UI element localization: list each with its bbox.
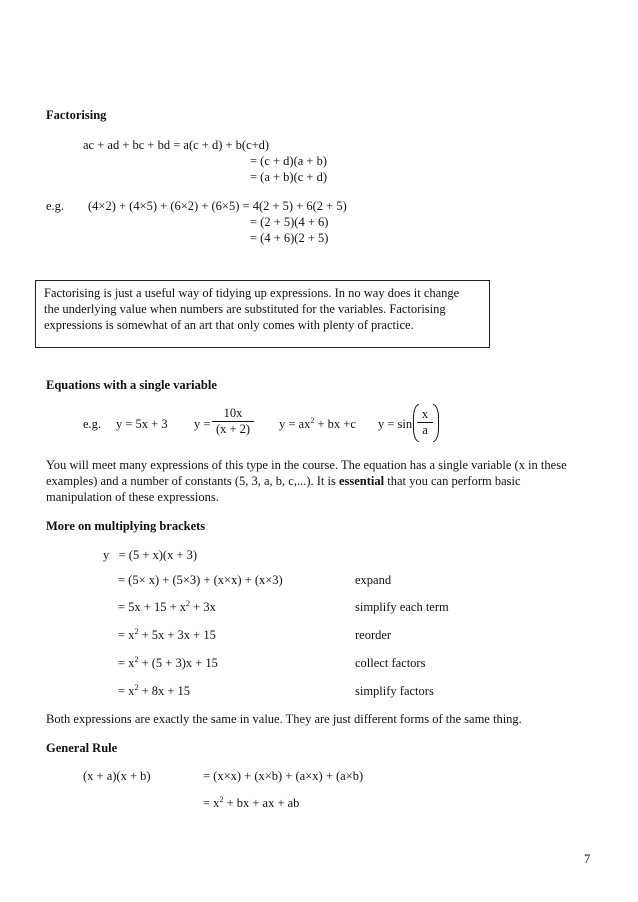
step-part-a: = (5× x) + (5×3) + (x×x) + (x×3)	[118, 573, 283, 587]
right-bracket	[433, 404, 439, 442]
general-rule-rhs-2	[203, 795, 299, 811]
step-expression	[118, 655, 218, 671]
section-heading-multiplying: More on multiplying brackets	[46, 519, 206, 533]
page-number: 7	[584, 852, 591, 866]
step-part-b: + (5 + 3)x + 15	[138, 656, 218, 670]
step-note: expand	[355, 573, 392, 587]
factorising-line-1: ac + ad + bc + bd = a(c + d) + b(c+d)	[83, 138, 270, 152]
sine-numerator: x	[417, 407, 433, 423]
equations-paragraph-line-1: You will meet many expressions of this type in the course. The equation has a single variable (x in these	[46, 458, 567, 472]
step-part-a: = x	[118, 628, 135, 642]
step-expression	[118, 627, 216, 643]
step-part-b: + 5x + 3x + 15	[138, 628, 216, 642]
step-exponent: 2	[134, 627, 139, 636]
step-exponent: 2	[186, 599, 191, 608]
equation-linear: y = 5x + 3	[116, 417, 168, 431]
note-line-1: Factorising is just a useful way of tidying up expressions. In no way does it change	[44, 286, 460, 300]
multiplying-conclusion: Both expressions are exactly the same in value. They are just different forms of the same thing.	[46, 712, 522, 726]
step-note: collect factors	[355, 656, 426, 670]
equation-sine-lhs: y = sin	[378, 417, 413, 431]
quadratic-part-a: y = ax	[279, 417, 311, 431]
step-expression	[118, 572, 283, 588]
step-note: simplify each term	[355, 600, 449, 614]
step-note: simplify factors	[355, 684, 434, 698]
step-part-a: = x	[118, 684, 135, 698]
equations-example-label: e.g.	[83, 417, 102, 431]
paragraph-emphasis: essential	[338, 474, 385, 488]
equation-quadratic	[279, 416, 356, 432]
note-box	[35, 280, 490, 348]
step-part-a: = 5x + 15 + x	[118, 600, 187, 614]
example-line-2: = (2 + 5)(4 + 6)	[250, 215, 329, 229]
sine-fraction	[417, 407, 433, 438]
section-heading-factorising: Factorising	[46, 108, 107, 122]
step-expression	[118, 599, 216, 615]
factorising-line-3: = (a + b)(c + d)	[250, 170, 328, 184]
example-line-1: (4×2) + (4×5) + (6×2) + (6×5) = 4(2 + 5) + 6(2 + 5)	[88, 199, 347, 213]
step-note: reorder	[355, 628, 392, 642]
step-exponent: 2	[134, 683, 139, 692]
example-line-3: = (4 + 6)(2 + 5)	[250, 231, 329, 245]
section-heading-equations: Equations with a single variable	[46, 378, 217, 392]
equations-paragraph-line-3: manipulation of these expressions.	[46, 490, 219, 504]
fraction-numerator: 10x	[212, 406, 254, 422]
example-label: e.g.	[46, 199, 65, 213]
quadratic-part-b: + bx +c	[314, 417, 356, 431]
step-expression	[118, 683, 190, 699]
paragraph-text: examples) and a number of constants (5, 3, a, b, c,...). It is	[46, 474, 339, 488]
general-rule-lhs: (x + a)(x + b)	[83, 769, 151, 783]
equation-fraction	[212, 406, 254, 437]
note-line-3: expressions is somewhat of an art that only comes with plenty of practice.	[44, 318, 414, 332]
general-rule-rhs-1: = (x×x) + (x×b) + (a×x) + (a×b)	[203, 769, 364, 783]
rhs-part-a: = x	[203, 796, 220, 810]
sine-denominator: a	[422, 423, 428, 437]
step-part-a: = x	[118, 656, 135, 670]
step-exponent: 2	[134, 655, 139, 664]
multiplying-start: y = (5 + x)(x + 3)	[103, 548, 198, 562]
factorising-line-2: = (c + d)(a + b)	[250, 154, 328, 168]
rhs-exponent: 2	[219, 795, 224, 804]
equations-paragraph-line-2	[46, 473, 521, 489]
step-part-b: + 3x	[190, 600, 216, 614]
fraction-denominator: (x + 2)	[215, 422, 251, 436]
section-heading-general-rule: General Rule	[46, 741, 118, 755]
rhs-part-b: + bx + ax + ab	[223, 796, 300, 810]
note-line-2: the underlying value when numbers are substituted for the variables. Factorising	[44, 302, 446, 316]
paragraph-text-end: that you can perform basic	[384, 474, 521, 488]
step-part-b: + 8x + 15	[138, 684, 191, 698]
quadratic-exponent: 2	[310, 416, 315, 425]
equation-fraction-lhs: y =	[194, 417, 211, 431]
